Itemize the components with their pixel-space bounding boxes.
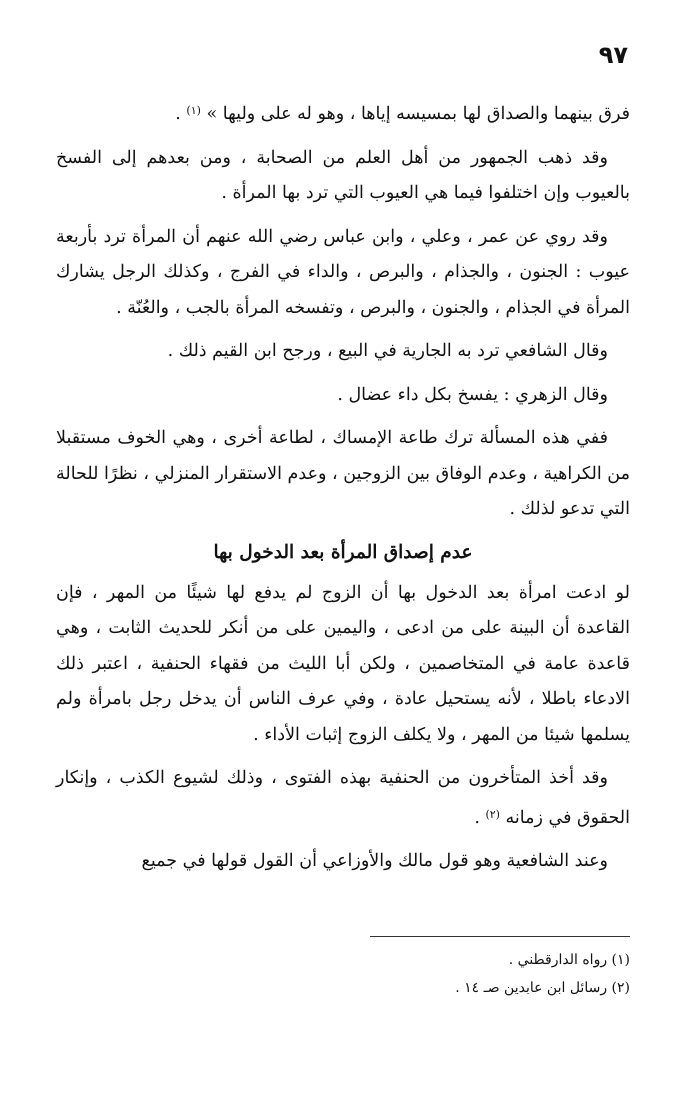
paragraph: وقد روي عن عمر ، وعلي ، وابن عباس رضي الله عنهم أن المرأة ترد بأربعة عيوب : الجنون ، والجذام ، والبرص ، والداء في الفرج ، وكذلك الرجل يشارك المرأة في الجذام ، والجنون ، والبرص ، وتفسخه المرأة بالجب ، والعُنّة . xyxy=(56,226,630,318)
paragraph: فرق بينهما والصداق لها بمسيسه إياها ، وهو له على وليها » $^{(١)}$ . xyxy=(175,104,630,124)
paragraph: لو ادعت امرأة بعد الدخول بها أن الزوج لم يدفع لها شيئًا من المهر ، فإن القاعدة أن البينة على من ادعى ، واليمين على من أنكر للحديث الثابت ، وهي قاعدة عامة في المتخاصمين ، ولكن أبا الليث من فقهاء الحنفية ، اعتبر ذلك الادعاء باطلا ، لأنه يستحيل عادة ، وفي عرف الناس أن يدخل رجل بامرأة ولم يسلمها شيئا من المهر ، ولا يكلف الزوج إثبات الأداء . xyxy=(56,582,630,745)
paragraph: وقال الزهري : يفسخ بكل داء عضال . xyxy=(337,384,608,405)
paragraph: وعند الشافعية وهو قول مالك والأوزاعي أن القول قولها في جميع xyxy=(141,851,608,871)
footnote: (٢) رسائل ابن عابدين صـ ١٤ . xyxy=(455,980,630,996)
paragraph-text: فرق بينهما والصداق لها بمسيسه إياها ، وهو له على وليها » xyxy=(206,104,630,124)
page-number: ٩٧ xyxy=(598,41,628,69)
section-heading: عدم إصداق المرأة بعد الدخول بها xyxy=(213,541,473,563)
footnotes xyxy=(56,946,630,1002)
footnote-ref: (١) xyxy=(186,104,201,117)
paragraph-end: . xyxy=(474,807,486,828)
paragraph: وقد ذهب الجمهور من أهل العلم من الصحابة ، ومن بعدهم إلى الفسخ بالعيوب وإن اختلفوا فيما هي العيوب التي ترد بها المرأة . xyxy=(56,147,630,203)
footnote: (١) رواه الدارقطني . xyxy=(508,952,630,968)
paragraph-text: وقد أخذ المتأخرون من الحنفية بهذه الفتوى ، وذلك لشيوع الكذب ، وإنكار الحقوق في زمانه xyxy=(56,768,630,828)
footnote-divider xyxy=(370,936,630,937)
paragraph: ففي هذه المسألة ترك طاعة الإمساك ، لطاعة أخرى ، وهي الخوف مستقبلا من الكراهية ، وعدم الوفاق بين الزوجين ، وعدم الاستقرار المنزلي ، نظرًا للحالة التي تدعو لذلك . xyxy=(56,428,630,519)
paragraph: وقال الشافعي ترد به الجارية في البيع ، ورجح ابن القيم ذلك . xyxy=(167,341,608,361)
main-text xyxy=(56,93,630,888)
footnote-ref: (٢) xyxy=(485,807,500,821)
paragraph xyxy=(56,761,630,836)
